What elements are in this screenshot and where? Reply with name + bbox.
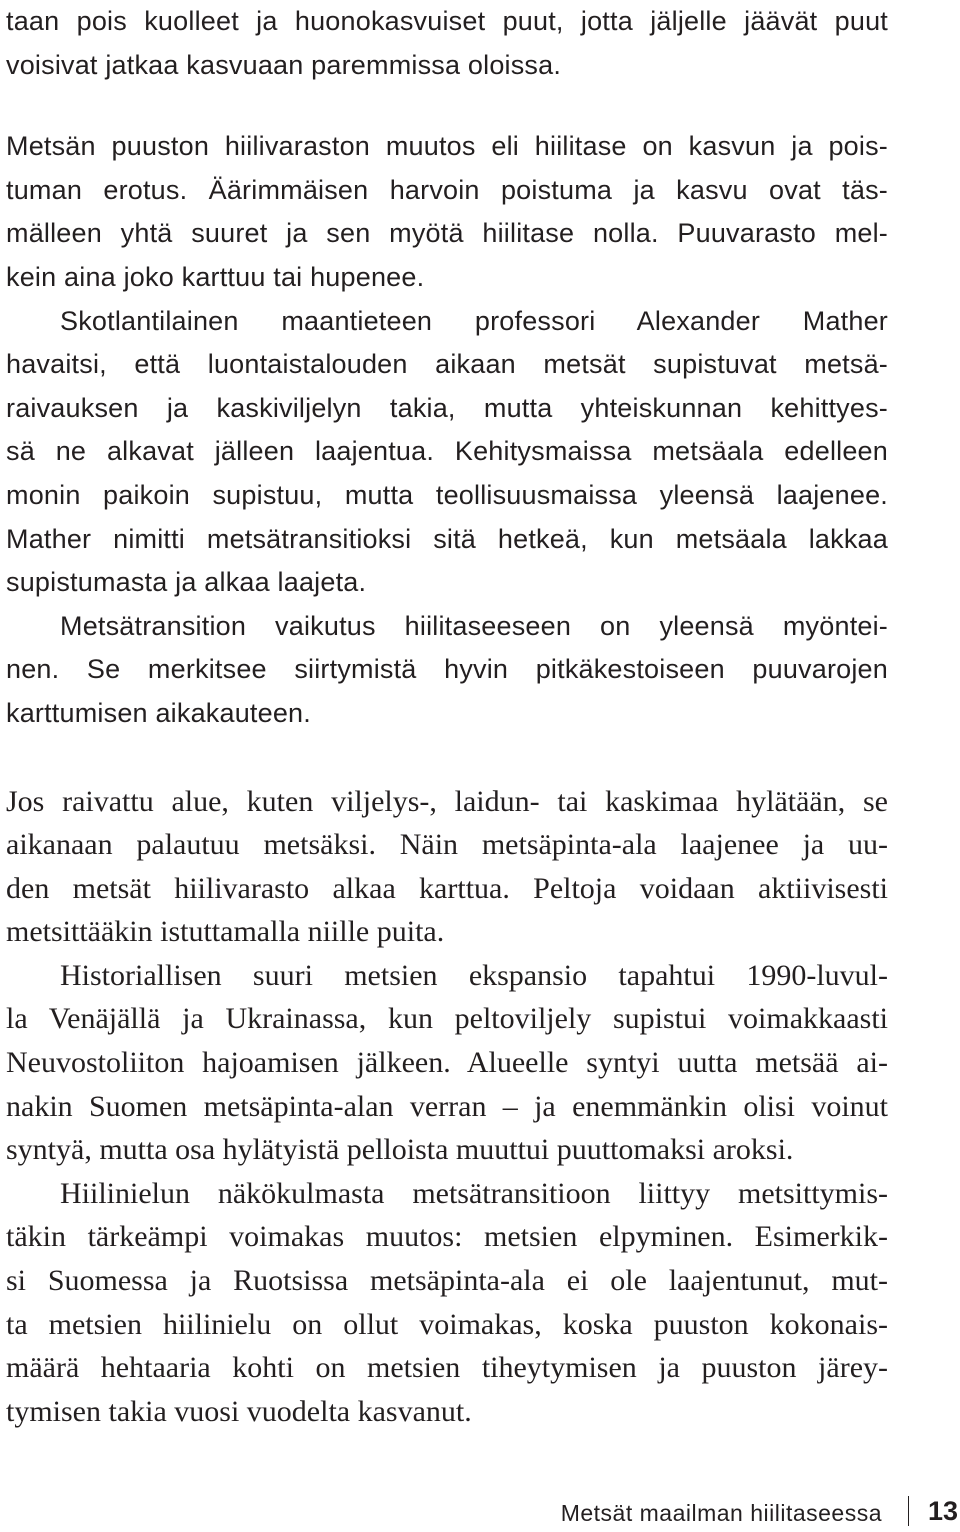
text-line: Neuvostoliiton hajoamisen jälkeen. Alueelle syntyi uutta metsää ai- (6, 1046, 888, 1080)
paragraph (6, 300, 888, 605)
text-line: den metsät hiilivarasto alkaa karttua. Peltoja voidaan aktiivisesti (6, 871, 888, 905)
text-line: syntyä, mutta osa hylätyistä pelloista muuttui puuttomaksi aroksi. (6, 1133, 794, 1167)
paragraph (6, 780, 888, 954)
text-line: raivauksen ja kaskiviljelyn takia, mutta yhteiskunnan kehittyes- (6, 392, 888, 423)
section-gap (6, 736, 888, 780)
text-line: ta metsien hiilinielu on ollut voimakas, koska puuston kokonais- (6, 1307, 888, 1341)
page-footer (0, 1492, 960, 1532)
text-line: supistumasta ja alkaa laajeta. (6, 567, 367, 598)
text-line: monin paikoin supistuu, mutta teollisuusmaissa yleensä laajenee. (6, 479, 888, 510)
section-a (6, 0, 888, 736)
running-title: Metsät maailman hiilitaseessa (560, 1500, 882, 1526)
text-line: karttumisen aikakauteen. (6, 697, 311, 728)
text-line: taan pois kuolleet ja huonokasvuiset puut, jotta jäljelle jäävät puut (6, 6, 888, 36)
text-line: voisivat jatkaa kasvuaan paremmissa oloissa. (6, 49, 562, 80)
text-line: si Suomessa ja Ruotsissa metsäpinta-ala ei ole laajentunut, mut- (6, 1264, 888, 1298)
text-line: kein aina joko karttuu tai hupenee. (6, 261, 425, 292)
text-line: tymisen takia vuosi vuodelta kasvanut. (6, 1394, 472, 1428)
text-line: sä ne alkavat jälleen laajentua. Kehitysmaissa metsäala edelleen (6, 436, 888, 467)
text-line: metsittääkin istuttamalla niille puita. (6, 915, 445, 949)
text-line: täkin tärkeämpi voimakas muutos: metsien elpyminen. Esimerkik- (6, 1220, 888, 1254)
text-line: la Venäjällä ja Ukrainassa, kun peltoviljely supistui voimakkaasti (6, 1002, 888, 1036)
text-line: Historiallisen suuri metsien ekspansio tapahtui 1990-luvul- (60, 958, 888, 992)
footer-divider (908, 1496, 910, 1526)
text-line: tuman erotus. Äärimmäisen harvoin poistuma ja kasvu ovat täs- (6, 174, 888, 205)
text-line: Metsätransition vaikutus hiilitaseeseen on yleensä myöntei- (60, 610, 888, 641)
paragraph (6, 125, 888, 299)
page-body-text (6, 0, 888, 1433)
paragraph (6, 1172, 888, 1434)
page-number: 13 (927, 1496, 958, 1526)
text-line: määrä hehtaaria kohti on metsien tiheytymisen ja puuston järey- (6, 1351, 888, 1385)
text-line: havaitsi, että luontaistalouden aikaan metsät supistuvat metsä- (6, 349, 888, 380)
paragraph (6, 954, 888, 1172)
paragraph-gap (6, 87, 888, 125)
paragraph (6, 0, 888, 87)
text-line: nen. Se merkitsee siirtymistä hyvin pitkäkestoiseen puuvarojen (6, 654, 888, 685)
paragraph (6, 605, 888, 736)
section-b (6, 780, 888, 1434)
text-line: Metsän puuston hiilivaraston muutos eli hiilitase on kasvun ja pois- (6, 131, 888, 162)
text-line: Skotlantilainen maantieteen professori Alexander Mather (60, 305, 888, 336)
text-line: mälleen yhtä suuret ja sen myötä hiilitase nolla. Puuvarasto mel- (6, 218, 888, 249)
text-line: Jos raivattu alue, kuten viljelys-, laidun- tai kaskimaa hylätään, se (6, 784, 888, 818)
text-line: Hiilinielun näkökulmasta metsätransitioon liittyy metsittymis- (60, 1176, 888, 1210)
text-line: Mather nimitti metsätransitioksi sitä hetkeä, kun metsäala lakkaa (6, 523, 888, 554)
text-line: aikanaan palautuu metsäksi. Näin metsäpinta-ala laajenee ja uu- (6, 828, 888, 862)
text-line: nakin Suomen metsäpinta-alan verran – ja enemmänkin olisi voinut (6, 1089, 888, 1123)
